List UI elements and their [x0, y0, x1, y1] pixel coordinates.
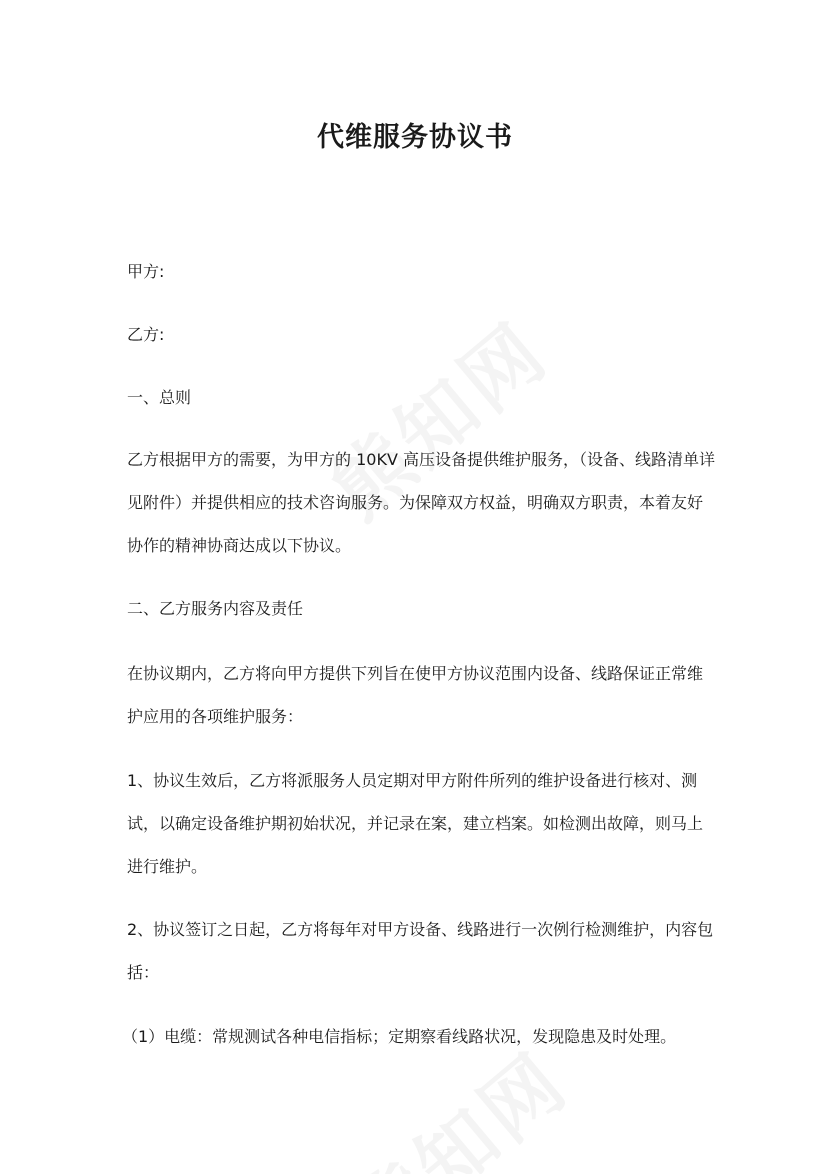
section2-intro: 在协议期内，乙方将向甲方提供下列旨在使甲方协议范围内设备、线路保证正常维护应用的各项维护服务：	[127, 664, 704, 726]
party-a-label: 甲方:	[127, 262, 165, 281]
section2-heading: 二、乙方服务内容及责任	[127, 599, 304, 618]
section1-heading: 一、总则	[127, 388, 192, 407]
item-2-sub-1: （1）电缆：常规测试各种电信指标；定期察看线路状况，发现隐患及时处理。	[122, 1027, 677, 1046]
item-2: 2、协议签订之日起，乙方将每年对甲方设备、线路进行一次例行检测维护，内容包括：	[127, 920, 714, 982]
party-b-label: 乙方:	[127, 325, 165, 344]
item-1: 1、协议生效后，乙方将派服务人员定期对甲方附件所列的维护设备进行核对、测试，以确定设备维护期初始状况，并记录在案，建立档案。如检测出故障，则马上进行维护。	[127, 771, 704, 876]
section1-body: 乙方根据甲方的需要，为甲方的 10KV 高压设备提供维护服务，（设备、线路清单详见附件）并提供相应的技术咨询服务。为保障双方权益，明确双方职责，本着友好协作的精神协商达成以下协议。	[127, 450, 715, 555]
document-title: 代维服务协议书	[317, 122, 513, 153]
